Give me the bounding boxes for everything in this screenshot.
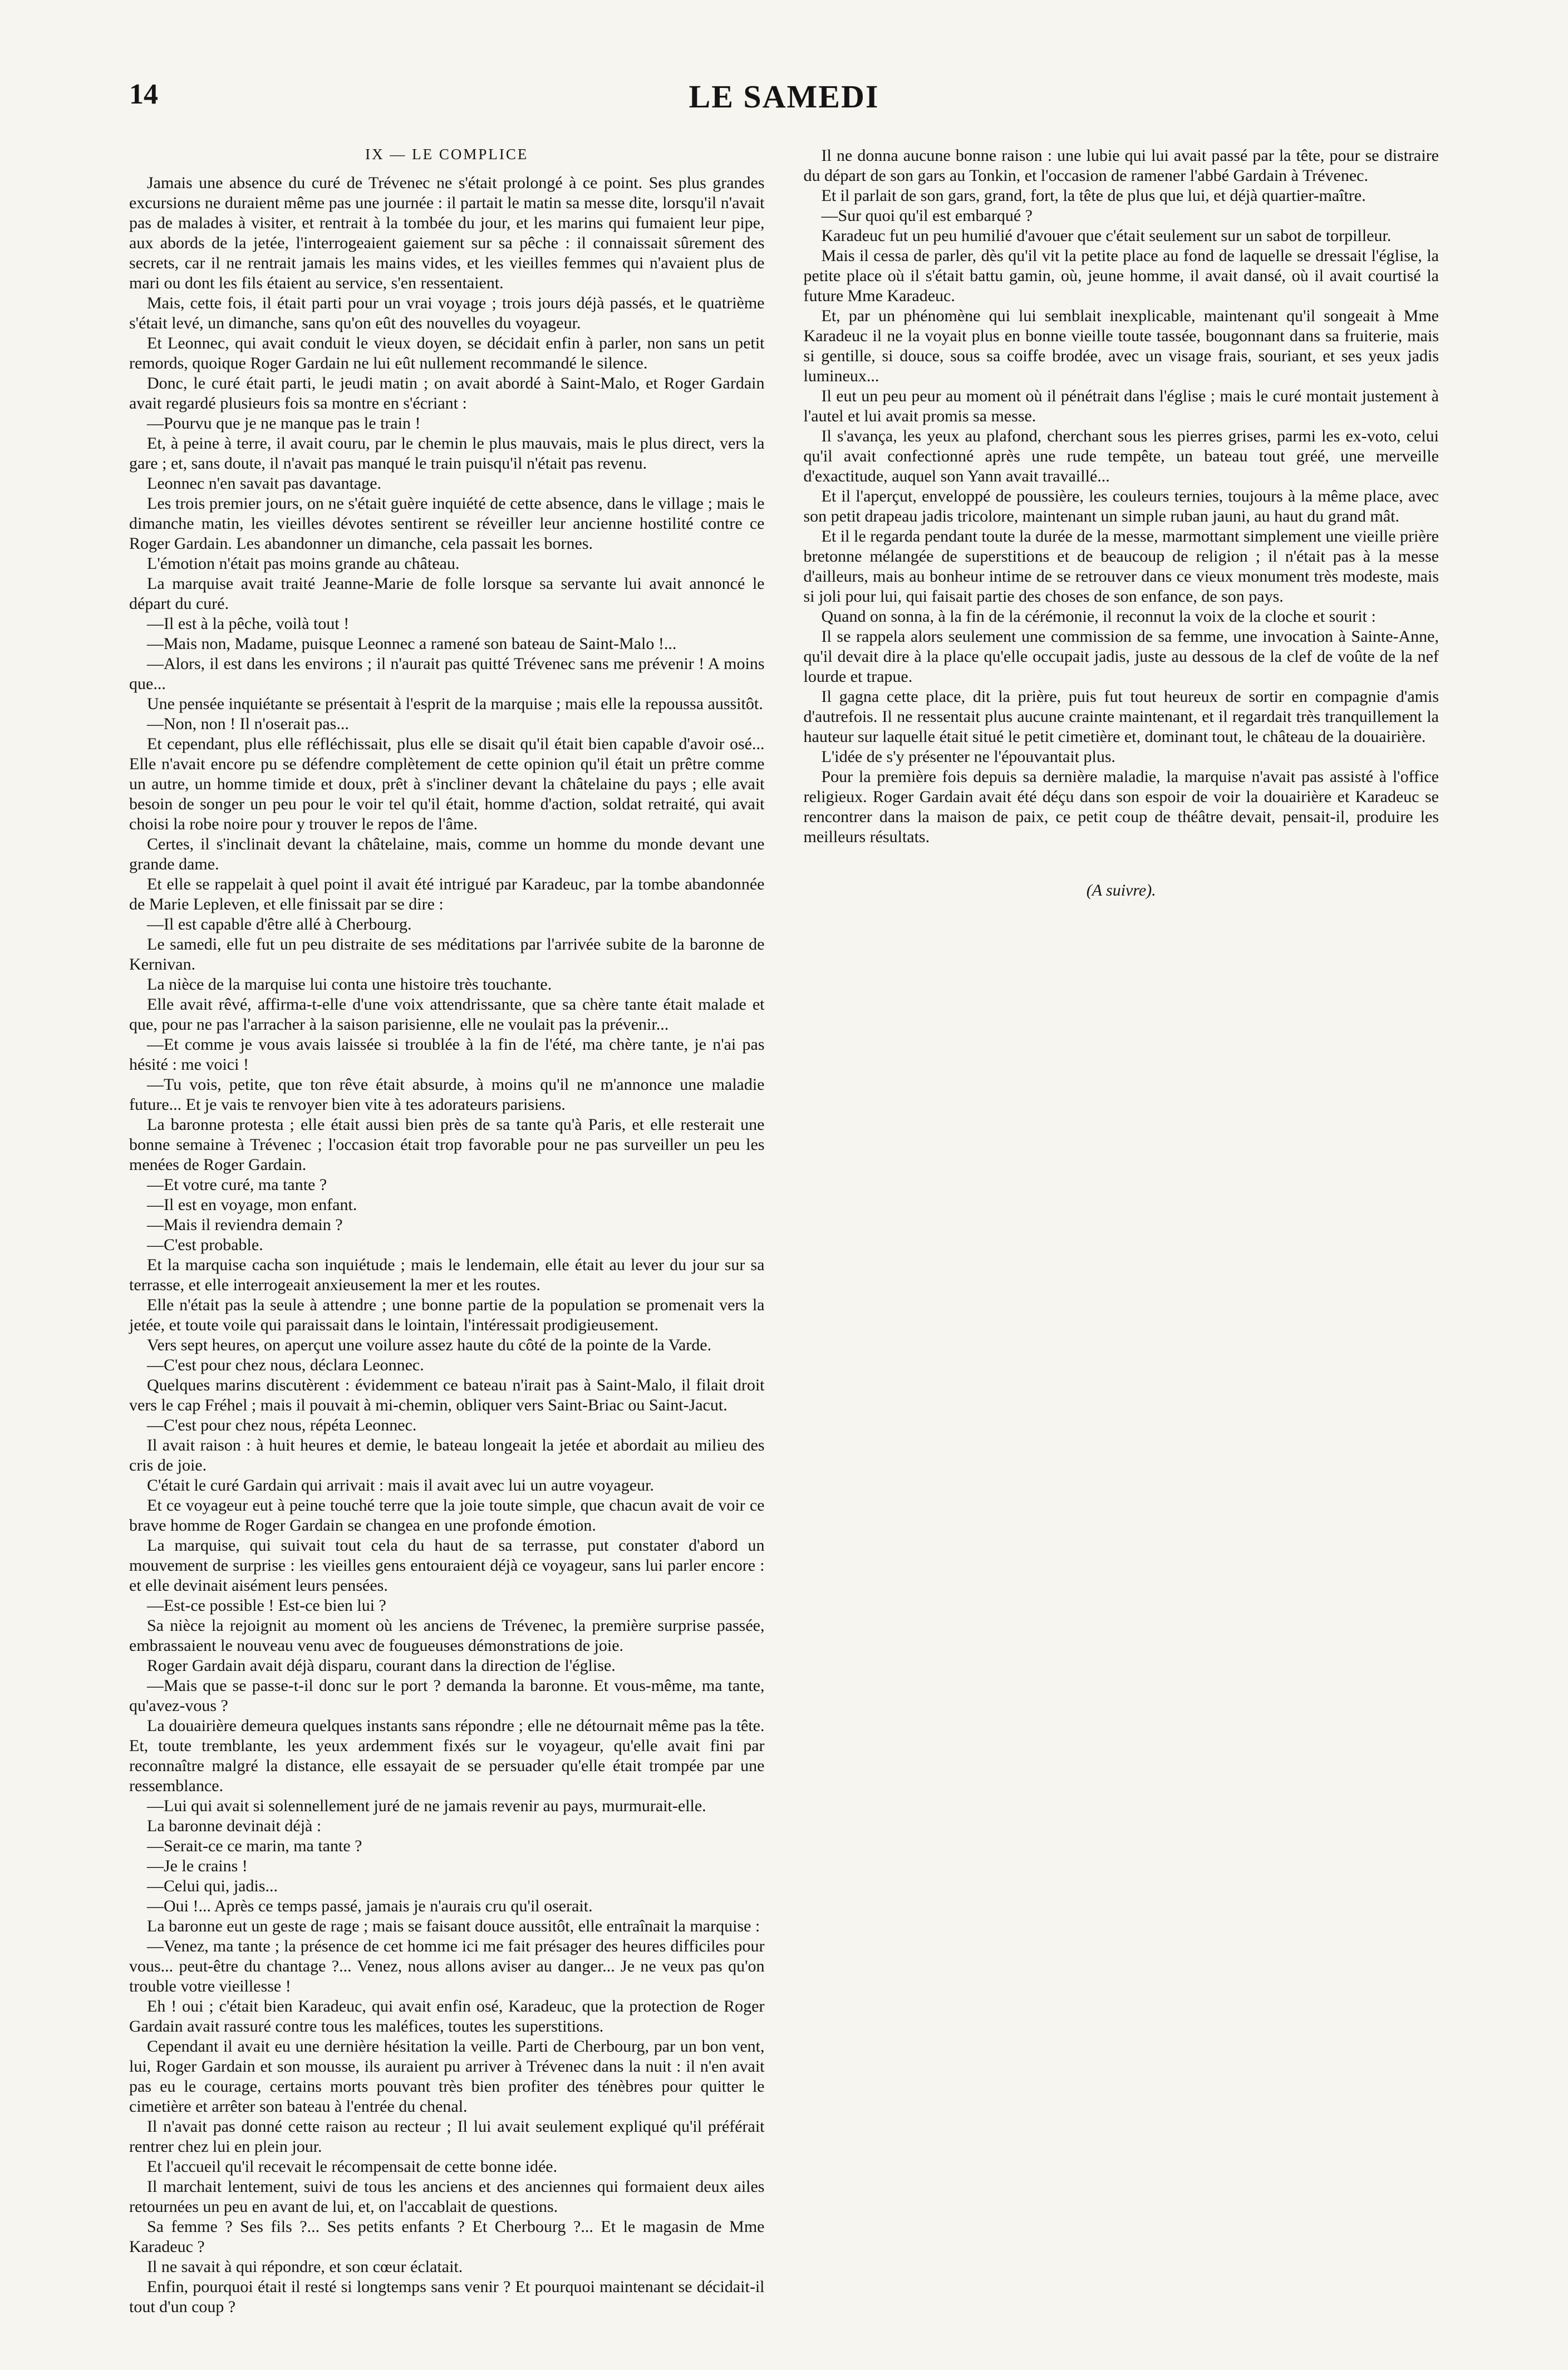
article-paragraph: La baronne devinait déjà : <box>147 1817 322 1835</box>
article-paragraph: —Alors, il est dans les environs ; il n'aurait pas quitté Trévenec sans me prévenir ! A moins que... <box>129 655 765 693</box>
article-paragraph: Elle n'était pas la seule à attendre ; une bonne partie de la population se promenait vers la jetée, et toute voile qui paraissait dans le lointain, l'intéressait prodigieusement. <box>129 1296 765 1334</box>
page-header <box>129 78 1439 139</box>
article-paragraph: —Il est en voyage, mon enfant. <box>147 1196 357 1214</box>
article-paragraph: La marquise avait traité Jeanne-Marie de folle lorsque sa servante lui avait annoncé le départ du curé. <box>129 574 765 613</box>
article-paragraph: Il marchait lentement, suivi de tous les anciens et des anciennes qui formaient deux ailes retournées un peu en avant de lui, et, on l'accablait de questions. <box>129 2177 765 2216</box>
article-paragraph: L'idée de s'y présenter ne l'épouvantait plus. <box>821 748 1116 766</box>
article-paragraph: Il ne donna aucune bonne raison : une lubie qui lui avait passé par la tête, pour se distraire du départ de son gars au Tonkin, et l'occasion de ramener l'abbé Gardain à Trévenec. <box>803 146 1439 185</box>
article-paragraph: Et cependant, plus elle réfléchissait, plus elle se disait qu'il était bien capable d'avoir osé... Elle n'avait encore pu se défendre complètement de cette opinion qu'il était un prêtre comme un autre, un homme timide et doux, prêt à s'incliner devant la châtelaine du pays ; elle avait besoin de songer un peu pour le voir tel qu'il était, homme d'action, soldat retraité, qui avait choisi la robe noire pour y trouver le repos de l'âme. <box>129 735 765 833</box>
article-paragraph: —Il est à la pêche, voilà tout ! <box>147 614 350 633</box>
article-paragraph: Et, par un phénomène qui lui semblait inexplicable, maintenant qu'il songeait à Mme Karadeuc il ne la voyait plus en bonne vieille toute tassée, bougonnant dans sa fruiterie, mais si gentille, si douce, sous sa coiffe brodée, avec un visage frais, souriant, et ses yeux jadis lumineux... <box>803 307 1439 385</box>
article-paragraph: Et, à peine à terre, il avait couru, par le chemin le plus mauvais, mais le plus direct, vers la gare ; et, sans doute, il n'avait pas manqué le train puisqu'il n'était pas revenu. <box>129 434 765 473</box>
article-paragraph: La marquise, qui suivait tout cela du haut de sa terrasse, put constater d'abord un mouvement de surprise : les vieilles gens entouraient déjà ce voyageur, sans lui parler encore : et elle devinait aisément leurs pensées. <box>129 1536 765 1595</box>
article-paragraph: Il ne savait à qui répondre, et son cœur éclatait. <box>147 2258 463 2276</box>
article-paragraph: Elle avait rêvé, affirma-t-elle d'une voix attendrissante, que sa chère tante était malade et que, pour ne pas l'arracher à la saison parisienne, elle ne voulait pas la prévenir... <box>129 995 765 1034</box>
article-paragraph: —Est-ce possible ! Est-ce bien lui ? <box>147 1596 386 1615</box>
article-columns <box>129 146 1439 2328</box>
article-paragraph: Pour la première fois depuis sa dernière maladie, la marquise n'avait pas assisté à l'office religieux. Roger Gardain avait été déçu dans son espoir de voir la douairière et Karadeuc se rencontrer dans la maison de paix, ce petit coup de théâtre devait, pensait-il, produire les meilleurs résultats. <box>803 768 1439 846</box>
article-paragraph: Mais il cessa de parler, dès qu'il vit la petite place au fond de laquelle se dressait l'église, la petite place où il s'était battu gamin, où, jeune homme, il avait dansé, où il avait courtisé la future Mme Karadeuc. <box>803 247 1439 305</box>
article-paragraph: —Pourvu que je ne manque pas le train ! <box>147 414 421 432</box>
article-paragraph: Il eut un peu peur au moment où il pénétrait dans l'église ; mais le curé montait justement à l'autel et lui avait promis sa messe. <box>803 387 1439 425</box>
article-paragraph: L'émotion n'était pas moins grande au château. <box>147 554 460 573</box>
article-paragraph: Et il le regarda pendant toute la durée de la messe, marmottant simplement une vieille prière bretonne mélangée de superstitions et de beaucoup de religion ; il n'était pas à la messe d'ailleurs, mais au bonheur intime de se retrouver dans ce vieux monument très modeste, mais si joli pour lui, qui faisait partie des choses de son enfance, de son pays. <box>803 527 1439 606</box>
article-paragraph: —Non, non ! Il n'oserait pas... <box>147 715 349 733</box>
to-be-continued: (A suivre). <box>1086 881 1156 899</box>
article-paragraph: —Venez, ma tante ; la présence de cet homme ici me fait présager des heures difficiles pour vous... peut-être du chantage ?... Venez, nous allons aviser au danger... Je ne veux pas qu'on trouble votre vieillesse ! <box>129 1937 765 1995</box>
article-paragraph: Il se rappela alors seulement une commission de sa femme, une invocation à Sainte-Anne, qu'il devait dire à la place qu'elle occupait jadis, juste au dessous de la clef de voûte de la nef lourde et trapue. <box>803 627 1439 686</box>
article-paragraph: Il n'avait pas donné cette raison au recteur ; Il lui avait seulement expliqué qu'il préférait rentrer chez lui en plein jour. <box>129 2117 765 2156</box>
article-paragraph: —Lui qui avait si solennellement juré de ne jamais revenir au pays, murmurait-elle. <box>147 1797 706 1815</box>
chapter-title: IX — LE COMPLICE <box>365 146 529 163</box>
running-title: LE SAMEDI <box>689 78 879 115</box>
article-paragraph: Quelques marins discutèrent : évidemment ce bateau n'irait pas à Saint-Malo, il filait droit vers le cap Fréhel ; mais il pouvait à mi-chemin, obliquer vers Saint-Briac ou Saint-Jacut. <box>129 1376 765 1414</box>
article-paragraph: La baronne protesta ; elle était aussi bien près de sa tante qu'à Paris, et elle resterait une bonne semaine à Trévenec ; l'occasion était trop favorable pour ne pas surveiller un peu les menées de Roger Gardain. <box>129 1115 765 1174</box>
article-paragraph: Mais, cette fois, il était parti pour un vrai voyage ; trois jours déjà passés, et le quatrième s'était levé, un dimanche, sans qu'on eût des nouvelles du voyageur. <box>129 294 765 332</box>
article-paragraph: —Il est capable d'être allé à Cherbourg. <box>147 915 412 933</box>
article-paragraph: Et elle se rappelait à quel point il avait été intrigué par Karadeuc, par la tombe abandonnée de Marie Lepleven, et elle finissait par se dire : <box>129 875 765 913</box>
article-paragraph: Il gagna cette place, dit la prière, puis fut tout heureux de sortir en compagnie d'amis d'autrefois. Il ne ressentait plus aucune crainte maintenant, et il regardait très tranquillement la hauteur sur laquelle était situé le petit cimetière et, dominant tout, le château de la douairière. <box>803 687 1439 746</box>
article-paragraph: Karadeuc fut un peu humilié d'avouer que c'était seulement sur un sabot de torpilleur. <box>821 227 1392 245</box>
article-paragraph: Le samedi, elle fut un peu distraite de ses méditations par l'arrivée subite de la baronne de Kernivan. <box>129 935 765 973</box>
article-paragraph: Certes, il s'inclinait devant la châtelaine, mais, comme un homme du monde devant une grande dame. <box>129 835 765 873</box>
article-paragraph: C'était le curé Gardain qui arrivait : mais il avait avec lui un autre voyageur. <box>147 1476 654 1494</box>
article-paragraph: Quand on sonna, à la fin de la cérémonie, il reconnut la voix de la cloche et sourit : <box>821 607 1376 626</box>
article-paragraph: Et la marquise cacha son inquiétude ; mais le lendemain, elle était au lever du jour sur sa terrasse, et elle interrogeait anxieusement la mer et les routes. <box>129 1256 765 1294</box>
article-paragraph: —Tu vois, petite, que ton rêve était absurde, à moins qu'il ne m'annonce une maladie future... Et je vais te renvoyer bien vite à tes adorateurs parisiens. <box>129 1075 765 1114</box>
article-paragraph: —Mais que se passe-t-il donc sur le port ? demanda la baronne. Et vous-même, ma tante, qu'avez-vous ? <box>129 1676 765 1715</box>
article-paragraph: Jamais une absence du curé de Trévenec ne s'était prolongé à ce point. Ses plus grandes excursions ne duraient même pas une journée : il partait le matin sa messe dite, lorsqu'il n'avait pas de malades à visiter, et rentrait à la tombée du jour, et les marins qui fumaient leur pipe, aux abords de la jetée, l'interrogeaient gaiement sur sa pêche : il connaissait sûrement des secrets, car il ne rentrait jamais les mains vides, et les vieilles femmes qui n'avaient plus de mari ou dont les fils étaient au service, s'en ressentaient. <box>129 174 765 292</box>
article-paragraph: Sa nièce la rejoignit au moment où les anciens de Trévenec, la première surprise passée, embrassaient le nouveau venu avec de fougueuses démonstrations de joie. <box>129 1616 765 1655</box>
article-paragraph: —Sur quoi qu'il est embarqué ? <box>821 206 1033 225</box>
article-paragraph: —Je le crains ! <box>147 1857 248 1875</box>
article-paragraph: Cependant il avait eu une dernière hésitation la veille. Parti de Cherbourg, par un bon vent, lui, Roger Gardain et son mousse, ils auraient pu arriver à Trévenec dans la nuit : il n'en avait pas eu le courage, certains morts pouvant très bien profiter des ténèbres pour quitter le cimetière et arrêter son bateau à l'entrée du chenal. <box>129 2037 765 2116</box>
article-paragraph: Vers sept heures, on aperçut une voilure assez haute du côté de la pointe de la Varde. <box>147 1336 712 1354</box>
article-paragraph: —Et comme je vous avais laissée si troublée à la fin de l'été, ma chère tante, je n'ai pas hésité : me voici ! <box>129 1035 765 1074</box>
article-paragraph: Une pensée inquiétante se présentait à l'esprit de la marquise ; mais elle la repoussa aussitôt. <box>147 695 763 713</box>
article-paragraph: La nièce de la marquise lui conta une histoire très touchante. <box>147 975 552 994</box>
article-paragraph: —Et votre curé, ma tante ? <box>147 1176 327 1194</box>
article-paragraph: Eh ! oui ; c'était bien Karadeuc, qui avait enfin osé, Karadeuc, que la protection de Roger Gardain avait rassuré contre tous les maléfices, toutes les superstitions. <box>129 1997 765 2035</box>
article-paragraph: —C'est probable. <box>147 1236 263 1254</box>
article-paragraph: Et ce voyageur eut à peine touché terre que la joie toute simple, que chacun avait de voir ce brave homme de Roger Gardain se changea en une profonde émotion. <box>129 1496 765 1535</box>
article-paragraph: —C'est pour chez nous, répéta Leonnec. <box>147 1416 417 1434</box>
article-paragraph: La douairière demeura quelques instants sans répondre ; elle ne détournait même pas la tête. Et, toute tremblante, les yeux ardemment fixés sur le voyageur, qu'elle avait fini par reconnaître malgré la distance, elle essayait de se persuader qu'elle était trompée par une ressemblance. <box>129 1717 765 1795</box>
article-paragraph: —C'est pour chez nous, déclara Leonnec. <box>147 1356 424 1374</box>
page-number: 14 <box>129 78 158 110</box>
article-paragraph: Roger Gardain avait déjà disparu, courant dans la direction de l'église. <box>147 1656 616 1675</box>
article-paragraph: Et Leonnec, qui avait conduit le vieux doyen, se décidait enfin à parler, non sans un petit remords, quoique Roger Gardain ne lui eût nullement recommandé le silence. <box>129 334 765 372</box>
article-paragraph: —Mais il reviendra demain ? <box>147 1216 343 1234</box>
article-paragraph: Et il parlait de son gars, grand, fort, la tête de plus que lui, et déjà quartier-maître. <box>821 186 1366 205</box>
article-paragraph: —Serait-ce ce marin, ma tante ? <box>147 1837 362 1855</box>
article-paragraph: Il avait raison : à huit heures et demie, le bateau longeait la jetée et abordait au milieu des cris de joie. <box>129 1436 765 1474</box>
article-paragraph: Enfin, pourquoi était il resté si longtemps sans venir ? Et pourquoi maintenant se décidait-il tout d'un coup ? <box>129 2278 765 2316</box>
article-paragraph: Et il l'aperçut, enveloppé de poussière, les couleurs ternies, toujours à la même place, avec son petit drapeau jadis tricolore, maintenant un simple ruban jauni, au haut du grand mât. <box>803 487 1439 525</box>
article-paragraph: La baronne eut un geste de rage ; mais se faisant douce aussitôt, elle entraînait la marquise : <box>147 1917 760 1935</box>
article-paragraph: Il s'avança, les yeux au plafond, cherchant sous les pierres grises, parmi les ex-voto, celui qu'il avait confectionné après une rude tempête, un bateau tout gréé, une merveille d'exactitude, auquel son Yann avait travaillé... <box>803 427 1439 485</box>
article-paragraph: Et l'accueil qu'il recevait le récompensait de cette bonne idée. <box>147 2157 558 2176</box>
article-paragraph: Donc, le curé était parti, le jeudi matin ; on avait abordé à Saint-Malo, et Roger Gardain avait regardé plusieurs fois sa montre en s'écriant : <box>129 374 765 412</box>
article-paragraph: —Oui !... Après ce temps passé, jamais je n'aurais cru qu'il oserait. <box>147 1897 593 1915</box>
article-paragraph: Leonnec n'en savait pas davantage. <box>147 474 382 493</box>
article-paragraph: Les trois premier jours, on ne s'était guère inquiété de cette absence, dans le village ; mais le dimanche matin, les vieilles dévotes sentirent se réveiller leur ancienne hostilité contre ce Roger Gardain. Les abandonner un dimanche, cela passait les bornes. <box>129 494 765 553</box>
article-paragraph: —Mais non, Madame, puisque Leonnec a ramené son bateau de Saint-Malo !... <box>147 635 677 653</box>
article-paragraph: —Celui qui, jadis... <box>147 1877 278 1895</box>
article-paragraph: Sa femme ? Ses fils ?... Ses petits enfants ? Et Cherbourg ?... Et le magasin de Mme Karadeuc ? <box>129 2217 765 2256</box>
